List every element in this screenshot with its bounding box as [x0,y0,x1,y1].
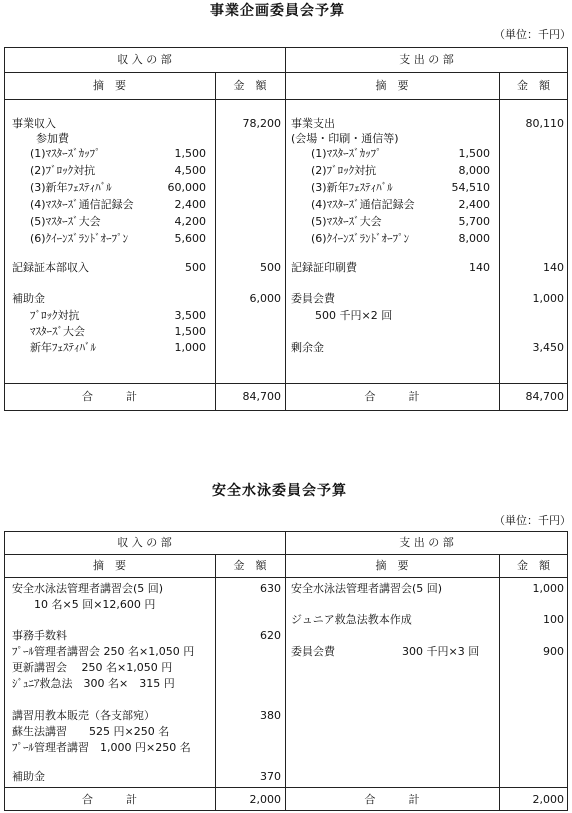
row-label: (4)ﾏｽﾀｰｽﾞ通信記録会 [30,198,134,211]
row-label: (2)ﾌﾞﾛｯｸ対抗 [311,164,377,177]
row-amount: 370 [260,770,281,783]
row-value: 1,500 [174,325,206,338]
row-amount: 500 [260,261,281,274]
total-amount: 84,700 [525,390,564,403]
row-label: (2)ﾌﾞﾛｯｸ対抗 [30,164,96,177]
row-label: ﾏｽﾀｰｽﾞ大会 [30,325,85,338]
row-value: 1,000 [174,341,206,354]
col-amount: 金 額 [517,79,550,92]
row-label: 講習用教本販売（各支部宛） [12,709,155,722]
total-label: 合 計 [364,793,420,806]
row-label: (3)新年ﾌｪｽﾃｨﾊﾞﾙ [30,181,112,194]
row-value: 1,500 [174,147,206,160]
row-label: (1)ﾏｽﾀｰｽﾞｶｯﾌﾟ [30,147,101,160]
row-amount: 380 [260,709,281,722]
row-label: (5)ﾏｽﾀｰｽﾞ大会 [311,215,382,228]
total-label: 合 計 [364,390,420,403]
expense-header-1: 支 出 の 部 [399,53,454,66]
row-value: 3,500 [174,309,206,322]
total-label: 合 計 [82,390,137,403]
total-amount: 2,000 [532,793,564,806]
row-label: 委員会費 [291,645,335,658]
col-amount: 金 額 [517,559,550,572]
income-header-1: 収 入 の 部 [117,53,172,66]
row-label: 補助金 [12,292,45,305]
row-label: 事業収入 [12,117,56,130]
row-label: (6)ｸｲｰﾝｽﾞﾗﾝﾄﾞｵｰﾌﾟﾝ [30,232,129,245]
row-value: 500 [185,261,206,274]
row-note: 10 名×5 回×12,600 円 [34,598,156,611]
row-value: 4,500 [174,164,206,177]
row-label: ジュニア救急法教本作成 [291,613,412,626]
row-label: 安全水泳法管理者講習会(5 回) [12,582,164,595]
row-label: (会場・印刷・通信等) [291,132,399,145]
row-label: 委員会費 [291,292,335,305]
row-label: ﾌﾞﾛｯｸ対抗 [30,309,80,322]
row-amount: 900 [543,645,564,658]
row-label: (6)ｸｲｰﾝｽﾞﾗﾝﾄﾞｵｰﾌﾟﾝ [311,232,410,245]
row-note: 蘇生法講習 525 円×250 名 [12,725,170,738]
row-amount: 78,200 [242,117,281,130]
row-value: 54,510 [451,181,490,194]
col-desc: 摘 要 [375,79,409,92]
row-amount: 3,450 [532,341,564,354]
row-amount: 6,000 [249,292,281,305]
total-amount: 84,700 [242,390,281,403]
col-desc: 摘 要 [93,79,126,92]
col-desc: 摘 要 [93,559,126,572]
row-label: 参加費 [36,132,69,145]
row-value: 5,700 [458,215,490,228]
row-value: 140 [469,261,490,274]
row-value: 8,000 [458,164,490,177]
row-note: 更新講習会 250 名×1,050 円 [12,661,173,674]
budget-table-1 [4,47,568,411]
row-amount: 1,000 [532,292,564,305]
row-label: (5)ﾏｽﾀｰｽﾞ大会 [30,215,101,228]
row-note: ｼﾞｭﾆｱ救急法 300 名× 315 円 [12,677,175,690]
row-label: (3)新年ﾌｪｽﾃｨﾊﾞﾙ [311,181,393,194]
row-amount: 1,000 [532,582,564,595]
expense-header-2: 支 出 の 部 [399,536,454,549]
col-amount: 金 額 [233,79,267,92]
total-amount: 2,000 [249,793,281,806]
total-label: 合 計 [82,793,137,806]
row-label: 記録証印刷費 [291,261,357,274]
row-label: 剰余金 [291,341,324,354]
budget-title-1: 事業企画委員会予算 [210,3,345,19]
budget-title-2: 安全水泳委員会予算 [212,483,347,499]
unit-label-2: （単位：千円） [494,514,571,527]
row-label: (1)ﾏｽﾀｰｽﾞｶｯﾌﾟ [311,147,382,160]
row-label: 記録証本部収入 [12,261,89,274]
row-note: ﾌﾟｰﾙ管理者講習会 250 名×1,050 円 [12,645,195,658]
row-note: ﾌﾟｰﾙ管理者講習 1,000 円×250 名 [12,741,191,754]
row-amount: 140 [543,261,564,274]
row-note: 300 千円×3 回 [402,645,480,658]
row-value: 2,400 [458,198,490,211]
row-amount: 100 [543,613,564,626]
col-desc: 摘 要 [375,559,409,572]
row-label: 安全水泳法管理者講習会(5 回) [291,582,443,595]
row-amount: 630 [260,582,281,595]
income-header-2: 収 入 の 部 [117,536,172,549]
row-value: 4,200 [174,215,206,228]
row-value: 2,400 [174,198,206,211]
row-label: 事務手数料 [12,629,67,642]
col-amount: 金 額 [233,559,267,572]
row-value: 1,500 [458,147,490,160]
row-label: (4)ﾏｽﾀｰｽﾞ通信記録会 [311,198,415,211]
row-label: 新年ﾌｪｽﾃｨﾊﾞﾙ [30,341,96,354]
row-amount: 80,110 [525,117,564,130]
unit-label-1: （単位：千円） [494,28,571,41]
row-value: 8,000 [458,232,490,245]
row-label: 補助金 [12,770,45,783]
row-label: 事業支出 [291,117,335,130]
row-value: 5,600 [174,232,206,245]
row-value: 60,000 [167,181,206,194]
row-note: 500 千円×2 回 [315,309,393,322]
row-amount: 620 [260,629,281,642]
